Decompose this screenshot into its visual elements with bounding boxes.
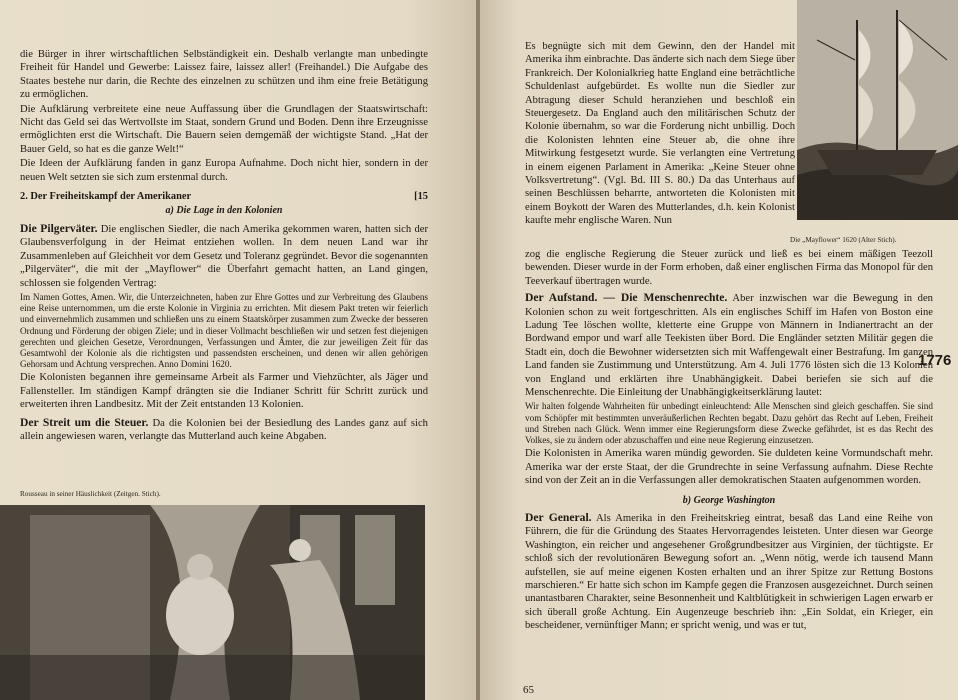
steuer-paragraph <box>20 416 428 444</box>
general-paragraph <box>525 511 933 633</box>
right-text-column <box>525 248 933 634</box>
teezoll-paragraph: zog die englische Regierung die Steuer zurück und ließ es bei einem mäßigen Teezoll bewenden. Dieser wurde in der Form erhoben, daß einer englischen Firma das Monopol für den Teeverkauf übertragen wurde. <box>525 249 933 287</box>
steuer-text: Da die Kolonien bei der Besiedlung des Landes ganz auf sich allein angewiesen waren, verlangte das Mutterland auch keine Abgaben. <box>20 417 428 442</box>
mundig-paragraph: Die Kolonisten in Amerika waren mündig geworden. Sie duldeten keine Vormundschaft mehr. Amerika war der erste Staat, der die Grundrechte in seine Verfassung aufnahm. Diese Rechte sind von der Zeit an in die Verfassungen aller demokratischen Staaten aufgenommen worden. <box>525 448 933 487</box>
kolonien-paragraph: Die Kolonisten begannen ihre gemeinsame Arbeit als Farmer und Viehzüchter, als Jäger und Fallensteller. Im ständigen Kampf drängten sie die Indianer Schritt für Schritt zurück und erweiterten ihren Landbesitz. Mit der Zeit entstanden 13 Kolonien. <box>20 372 428 411</box>
subsection-heading-a: a) Die Lage in den Kolonien <box>165 205 283 217</box>
left-page <box>0 0 478 700</box>
section-title: 2. Der Freiheitskampf der Amerikaner <box>20 191 192 203</box>
aufstand-heading: Der Aufstand. — Die Menschenrechte. <box>525 291 728 305</box>
mayflower-compact-quote: Im Namen Gottes, Amen. Wir, die Unterzeichneten, haben zur Ehre Gottes und zur Verbreitung des Glaubens eine Reise unternommen, um die erste Kolonie in Virginia zu errichten. Mit diesem Pakt treten wir feierlich und einvernehmlich zusammen und schließen uns zu einem Staatskörper zusammen zum Zwecke der besseren Ordnung und Förderung der obigen Ziele; und in dieser Vollmacht beschließen wir und setzen fest diejenigen gerechten und gleichen Gesetze, Verordnungen, Verfassungen und Ämter, die zur jeweiligen Zeit für das Gesamtwohl der Kolonie als die richtigsten und passendsten erscheinen, und denen wir allen gehörigen Gehorsam und Achtung versprechen. Anno Domini 1620. <box>20 291 428 370</box>
steuer-heading: Der Streit um die Steuer. <box>20 415 149 429</box>
intro-paragraph-3: Die Ideen der Aufklärung fanden in ganz Europa Aufnahme. Doch nicht hier, sondern in der neuen Welt setzten sie sich zum erstenmal durch. <box>20 158 428 183</box>
mayflower-ship-art <box>797 0 958 220</box>
section-heading <box>20 190 428 203</box>
subsection-heading-b: b) George Washington <box>682 494 776 506</box>
intro-paragraph-1: die Bürger in ihrer wirtschaftlichen Selbständigkeit ein. Deshalb verlangte man unbedingte Freiheit für Handel und Gewerbe: Laissez faire, laissez aller! (Freihandel.) Die Aufgabe des Staates bestehe nur darin, die Rechte des einzelnen zu schützen und ihm eine freie Betätigung zu ermöglichen. <box>20 49 428 101</box>
year-marker-1776: 1776 <box>918 352 952 369</box>
general-text: Als Amerika in den Freiheitskrieg eintrat, besaß das Land eine Reihe von Führern, die für die Gründung des Staates Hervorragendes leisteten. Unter diesen war George Washington, ein reicher und angesehener Großgrundbesitzer aus Virginien, der tüchtigste. Er schloß sich der revolutionären Bewegung sofort an. „Wenn nötig, werde ich tausend Mann aufstellen, sie auf meine eigenen Kosten erhalten und an ihrer Spitze zur Rettung Bostons marschieren.“ Er hatte sich schon im Kampfe gegen die Franzosen ausgezeichnet. Durch seinen unantastbaren Charakter, seine Besonnenheit und Kaltblütigkeit in schwierigen Lagen erwarb er sich überall große Achtung. Ein Augenzeuge beschrieb ihn: „Ein Soldat, ein Krieger, ein bescheidener, vernünftiger Mann; er spricht wenig, und was er tut, <box>525 512 933 632</box>
mayflower-engraving <box>797 0 958 220</box>
pilger-paragraph <box>20 222 428 290</box>
aufstand-paragraph <box>525 291 933 399</box>
declaration-quote: Wir halten folgende Wahrheiten für unbedingt einleuchtend: Alle Menschen sind gleich geschaffen. Sie sind vom Schöpfer mit bestimmten unveräußerlichen Rechten begabt. Dazu gehört das Recht auf Leben, Freiheit und Streben nach Glück. Wenn immer eine Regierungsform diese Zwecke gefährdet, ist es das Recht des Volkes, sie zu ändern oder abzuschaffen und eine neue Regierung einzusetzen. <box>525 401 933 446</box>
aufstand-text: Aber inzwischen war die Bewegung in den Kolonien schon zu weit fortgeschritten. Als ein englisches Schiff im Hafen von Boston eine Ladung Tee löschen wollte, kletterte eine Gruppe von Männern in Indianertracht an der Bordwand empor und warf alle Teekisten über Bord. Die Engländer setzten Militär gegen die Stadt ein, doch die Bewohner widersetzten sich mit Waffengewalt einer Bestrafung. Im ganzen Land fanden sie Zustimmung und Unterstützung. Am 4. Juli 1776 lösten sich die 13 Kolonien von England und erklärten ihre Unabhängigkeit. Dabei beriefen sie sich auf die Menschenrechte. Die Einleitung der Unabhängigkeitserklärung lautet: <box>525 293 933 399</box>
steuer-continued-paragraph: Es begnügte sich mit dem Gewinn, den der Handel mit Amerika ihm einbrachte. Das änderte sich nach dem Siege über Frankreich. Der Kolonialkrieg hatte England eine beträchtliche Schuldenlast aufgebürdet. Es wollte nun die Siedler zur Abtragung dieser Schuld heranziehen und beschloß ein Steuergesetz. Da England auch den militärischen Schutz der Kolonie übernahm, so war die Forderung nicht unbillig. Doch die Kolonisten lehnten eine Steuer ab, die ohne ihre Mitwirkung festgesetzt wurde. Sie verlangten eine Vertretung in einem eigenen Parlament in Amerika: „Keine Steuer ohne Volksvertretung“. (Vgl. Bd. III S. 80.) Da das Unterhaus auf seinen Beschlüssen beharrte, antworteten die Kolonisten mit einem Boykott der Waren des Mutterlandes, d.h. kein Kolonist kaufte mehr englische Waren. Nun <box>525 41 795 227</box>
intro-paragraph-2: Die Aufklärung verbreitete eine neue Auffassung über die Grundlagen der Staatswirtschaft: Nicht das Geld sei das Wertvollste im Staat, sondern Grund und Boden. Denn ihre Erzeugnisse ermöglichten erst die Wirtschaft. Die Bauern seien demgemäß der wichtigste Stand. „Hat der Bauer Geld, so hat es die ganze Welt!“ <box>20 103 428 155</box>
pilger-heading: Die Pilgerväter. <box>20 221 98 235</box>
left-text-column <box>20 48 428 444</box>
general-heading: Der General. <box>525 510 592 524</box>
page-number: 65 <box>523 684 534 696</box>
section-marker: [15 <box>414 191 428 203</box>
rousseau-engraving-art <box>0 505 425 700</box>
pilger-text: Die englischen Siedler, die nach Amerika gekommen waren, hatten sich der Glaubensverfolgung in der Heimat entziehen wollen. In dem neuen Land war ihr Zusammenleben auf Gleichheit vor dem Gesetz und Toleranz gegründet. Bevor die sogenannten „Pilgerväter“, die mit der „Mayflower“ die Überfahrt gemacht hatten, an Land gingen, schlossen sie folgenden Vertrag: <box>20 223 428 289</box>
right-top-column <box>525 40 795 229</box>
rousseau-caption: Rousseau in seiner Häuslichkeit (Zeitgen. Stich). <box>20 490 161 498</box>
rousseau-engraving <box>0 505 425 700</box>
mayflower-caption: Die „Mayflower“ 1620 (Alter Stich). <box>790 236 897 244</box>
